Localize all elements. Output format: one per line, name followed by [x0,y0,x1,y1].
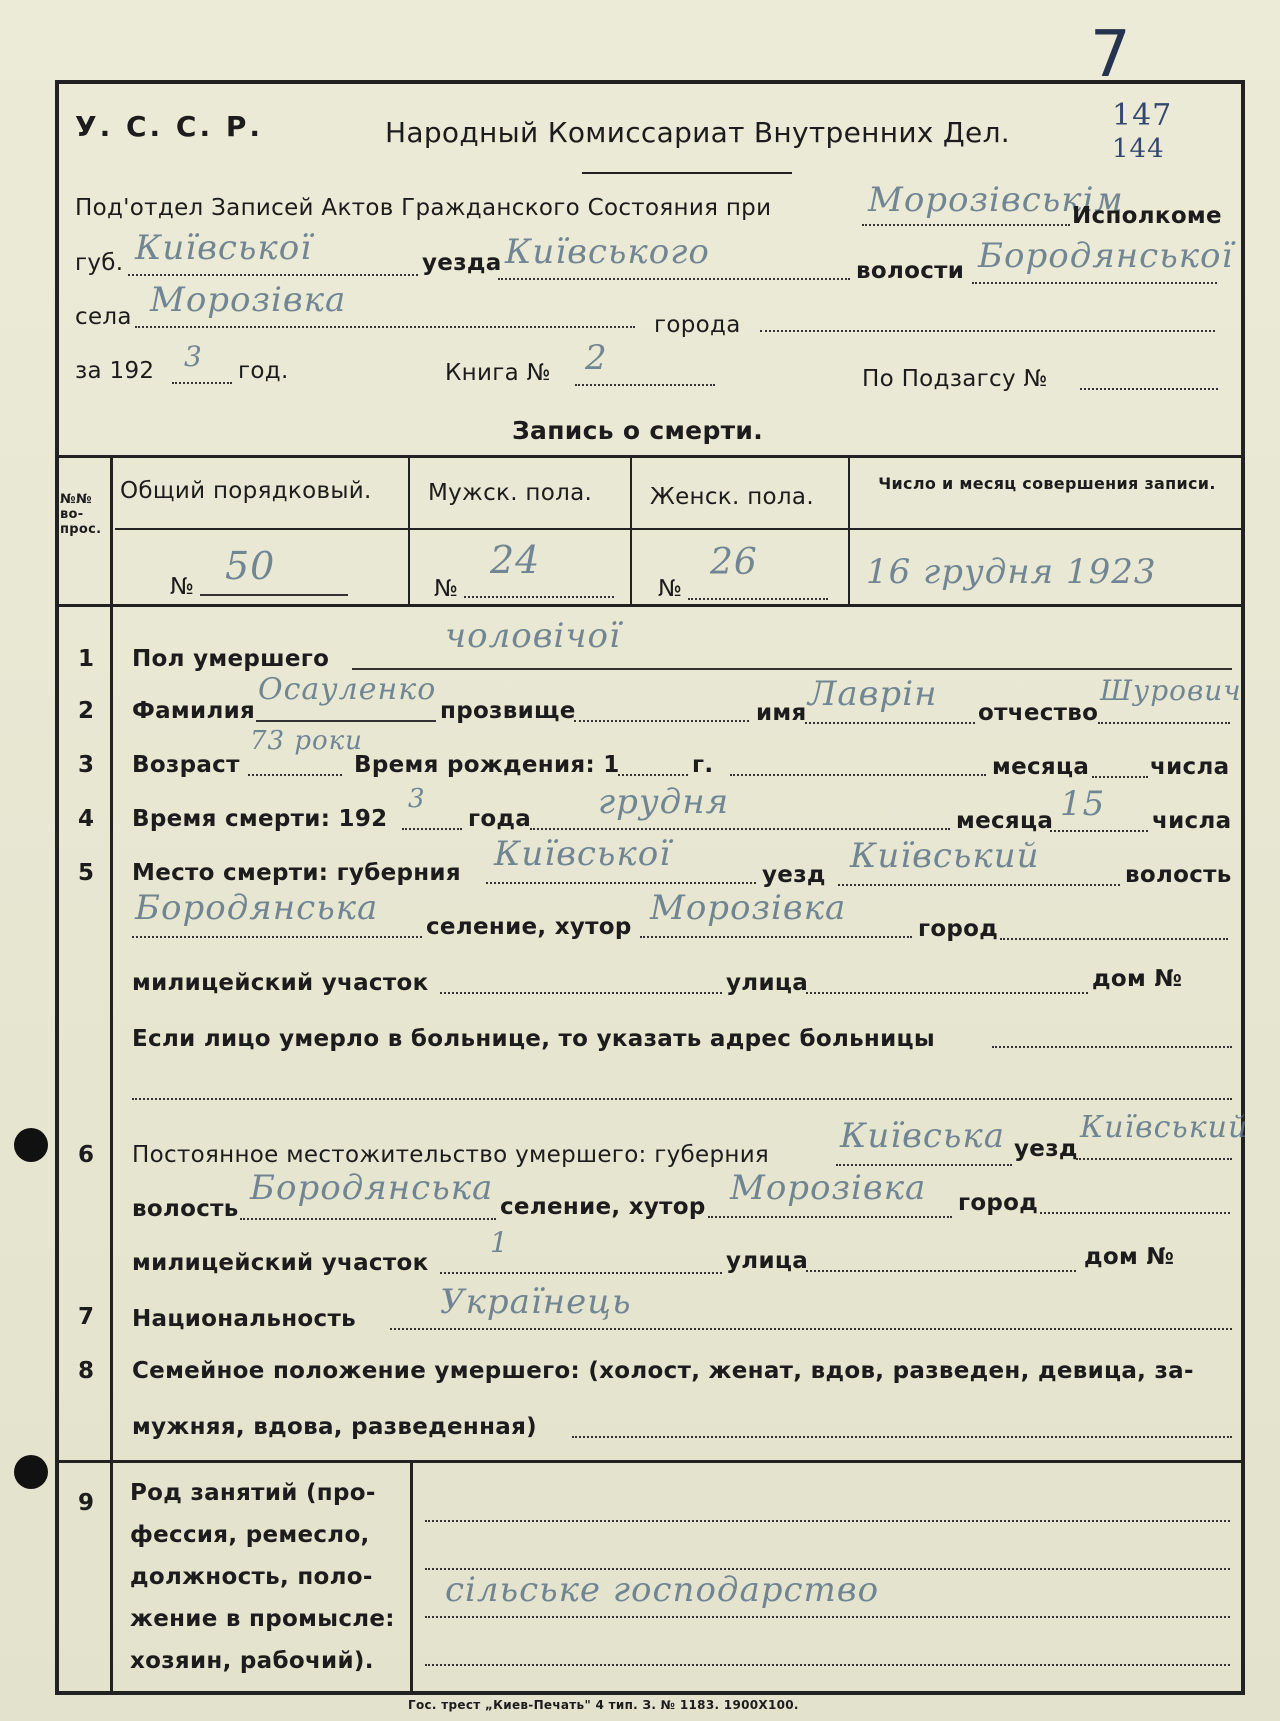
column-divider [110,455,113,1693]
fill-line [618,774,688,776]
god-label: год. [238,358,289,384]
fill-line [575,384,715,386]
age-value: 73 роки [250,726,363,756]
republic-title: У. С. С. Р. [75,110,263,143]
ispolkom-value: Морозівськім [868,180,1124,220]
punch-hole [14,1128,48,1162]
death-time-label: Время смерти: 192 [132,806,388,832]
death-month-value: грудня [598,782,730,822]
fill-line [498,278,850,280]
no-sign: № [658,576,683,602]
nationality-value: Українець [440,1282,632,1322]
question-number: 4 [77,806,94,832]
occupation-value: сільське господарство [445,1570,880,1610]
fill-line [730,774,986,776]
general-no-label: Общий порядковый. [120,478,372,504]
surname-label: Фамилия [132,698,256,724]
record-date-value: 16 грудня 1923 [866,552,1157,592]
fill-line [425,1664,1230,1666]
fill-line [425,1520,1230,1522]
nationality-label: Национальность [132,1306,356,1332]
res-precinct-value: 1 [490,1226,509,1259]
fill-line [806,1270,1076,1272]
year-value: 3 [184,340,203,373]
fill-line [132,936,422,938]
sex-value: чоловічої [445,616,621,656]
occupation-label: жение в промысле: [130,1606,395,1632]
res-volost-label: волость [132,1196,239,1222]
sex-label: Пол умершего [132,646,330,672]
sela-label: села [75,304,132,330]
question-column-label: №№ во-прос. [60,492,102,537]
birth-g-label: г. [692,752,714,778]
nickname-label: прозвище [440,698,576,724]
fill-line [1050,830,1148,832]
fill-line [200,594,348,596]
death-uezd-value: Київський [850,836,1040,876]
column-divider [848,458,850,604]
fill-line [440,992,722,994]
table-border [58,1460,1243,1463]
uezda-value: Київського [505,232,710,272]
sela-value: Морозівка [150,280,347,320]
res-city-label: город [958,1190,1039,1216]
folio-number: 144 [1112,134,1165,164]
uezda-label: уезда [422,250,502,276]
male-no-label: Мужск. пола. [428,480,593,506]
fill-line [836,1164,1012,1166]
res-volost-value: Бородянська [250,1168,494,1208]
book-value: 2 [585,338,608,378]
fill-line [352,668,1232,670]
fill-line [838,884,1120,886]
fill-line [464,596,614,598]
fill-line [132,1098,1232,1100]
death-street-label: улица [726,970,809,996]
fill-line [172,382,232,384]
surname-value: Осауленко [258,672,437,707]
fill-line [805,722,975,724]
fill-line [402,828,462,830]
fill-line [1092,776,1148,778]
podzags-label: По Подзагсу № [862,366,1048,392]
marital-label-continued: мужняя, вдова, разведенная) [132,1414,537,1440]
death-volost-value: Бородянська [135,888,379,928]
table-subline [115,528,1243,530]
fill-line [806,992,1088,994]
general-no-value: 50 [225,544,276,588]
folio-number: 147 [1112,98,1173,133]
fill-line [1000,938,1228,940]
record-title: Запись о смерти. [512,416,764,445]
no-sign: № [170,574,195,600]
female-no-value: 26 [710,542,758,583]
death-place-label: Место смерти: губерния [132,860,461,886]
occupation-label: Род занятий (про- [130,1480,376,1506]
question-number: 2 [77,698,94,724]
res-village-label: селение, хутор [500,1194,706,1220]
question-number: 3 [77,752,94,778]
dept-label: Под'отдел Записей Актов Гражданского Состояния при [75,195,772,221]
gub-label: губ. [75,250,124,276]
fill-line [530,828,950,830]
fill-line [135,326,635,328]
fill-line [708,1216,952,1218]
goroda-label: города [654,312,741,338]
res-precinct-label: милицейский участок [132,1250,429,1276]
fill-line [256,720,436,722]
question-number: 8 [77,1358,94,1384]
patronymic-label: отчество [978,700,1099,726]
res-village-value: Морозівка [730,1168,927,1208]
death-day-label: числа [1152,808,1232,834]
fill-line [440,1272,722,1274]
column-divider [630,458,632,604]
death-uezd-label: уезд [762,862,826,888]
res-street-label: улица [726,1248,809,1274]
commissariat-title: Народный Комиссариат Внутренних Дел. [385,116,1010,149]
fill-line [1040,1212,1230,1214]
birth-label: Время рождения: 1 [354,752,620,778]
occupation-label: хозяин, рабочий). [130,1648,374,1674]
volosti-value: Бородянської [978,236,1234,276]
death-village-value: Морозівка [650,888,847,928]
fill-line [688,598,828,600]
death-year-value: 3 [408,784,426,814]
divider [582,172,792,174]
fill-line [972,282,1217,284]
fill-line [572,1436,1232,1438]
record-date-label: Число и месяц совершения записи. [878,474,1216,493]
death-day-value: 15 [1060,784,1106,824]
death-goda-label: года [468,806,532,832]
fill-line [425,1616,1230,1618]
death-month-label: месяца [956,808,1054,834]
fill-line [760,330,1215,332]
birth-day-label: числа [1150,754,1230,780]
fill-line [486,882,756,884]
volosti-label: волости [856,258,965,284]
fill-line [390,1328,1232,1330]
death-volost-label: волость [1125,862,1232,888]
occupation-label: фессия, ремесло, [130,1522,370,1548]
res-gub-value: Київська [840,1116,1006,1156]
patronymic-value: Шурович [1100,674,1242,707]
fill-line [248,774,342,776]
printer-imprint: Гос. трест „Киев-Печать" 4 тип. З. № 1183. 1900Х100. [408,1698,799,1712]
male-no-value: 24 [490,538,541,582]
table-border [58,604,1243,607]
gub-value: Київської [135,228,313,268]
question-number: 6 [77,1142,94,1168]
fill-line [1076,1158,1232,1160]
res-uezd-value: Київський [1080,1110,1249,1145]
death-village-label: селение, хутор [426,914,632,940]
question-number: 9 [77,1490,94,1516]
punch-hole [14,1455,48,1489]
death-gub-value: Київської [494,834,672,874]
death-city-label: город [918,916,999,942]
column-divider [408,458,410,604]
fill-line [1098,722,1230,724]
res-uezd-label: уезд [1014,1136,1078,1162]
ispolkom-label: Исполкоме [1072,203,1222,229]
name-label: имя [756,700,807,726]
fill-line [128,274,418,276]
res-house-label: дом № [1084,1244,1175,1270]
residence-label: Постоянное местожительство умершего: губерния [132,1142,770,1168]
first-name-value: Лаврін [808,674,938,714]
fill-line [240,1218,496,1220]
fill-line [862,224,1070,226]
age-label: Возраст [132,752,240,778]
book-label: Книга № [445,360,551,386]
question-number: 5 [77,860,94,886]
no-sign: № [434,576,459,602]
female-no-label: Женск. пола. [650,484,814,510]
death-precinct-label: милицейский участок [132,970,429,996]
year-label: за 192 [75,358,155,384]
table-border [58,455,1243,458]
fill-line [992,1046,1232,1048]
fill-line [640,936,912,938]
hospital-label: Если лицо умерло в больнице, то указать адрес больницы [132,1026,935,1052]
death-house-label: дом № [1092,966,1183,992]
question-number: 7 [77,1304,94,1330]
fill-line [1080,388,1218,390]
column-divider [410,1462,413,1692]
occupation-label: должность, поло- [130,1564,373,1590]
question-number: 1 [77,646,94,672]
marital-label: Семейное положение умершего: (холост, женат, вдов, разведен, девица, за- [132,1358,1194,1384]
fill-line [574,720,749,722]
birth-month-label: месяца [992,754,1090,780]
page-number: 7 [1090,18,1131,92]
